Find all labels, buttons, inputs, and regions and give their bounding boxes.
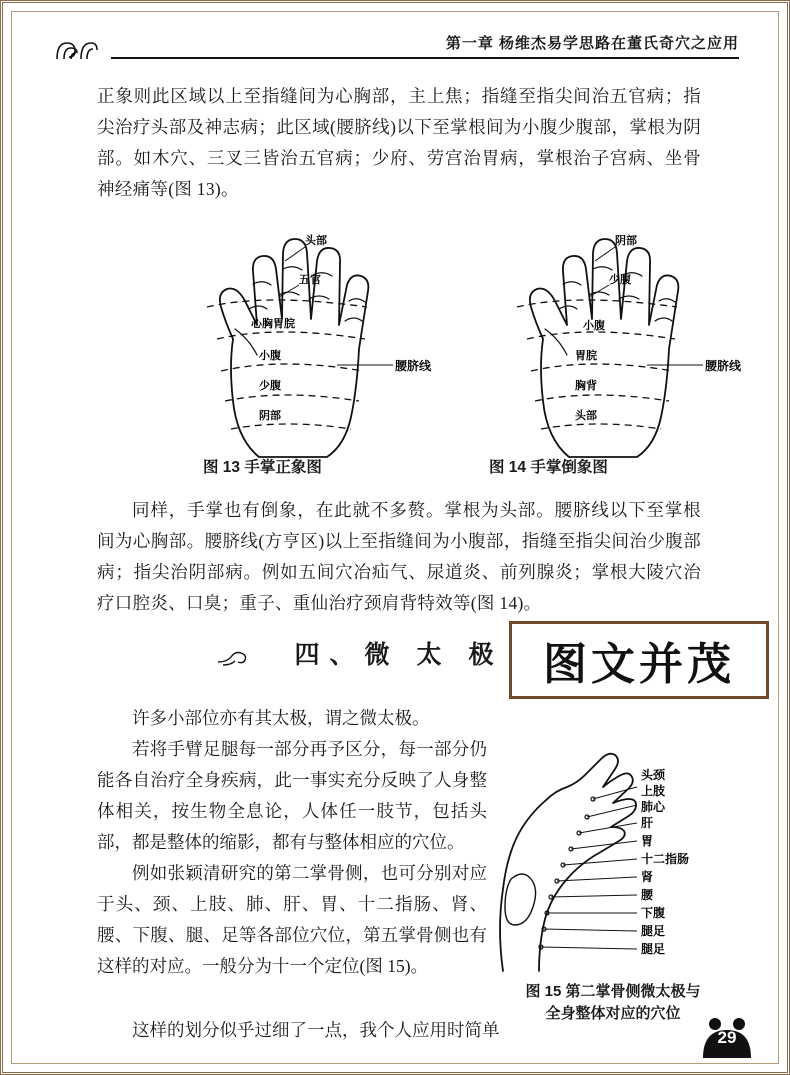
figure-15-label-8: 下腹	[641, 906, 666, 920]
figure-15-label-4: 胃	[641, 834, 654, 848]
figure-15-label-3: 肝	[641, 816, 654, 830]
figure-15-hand-diagram	[489, 729, 729, 979]
paragraph-block-top	[97, 81, 701, 205]
paragraph-block-2	[97, 495, 701, 619]
figure-14-label-3: 胃脘	[575, 350, 597, 362]
figure-13-label-0: 头部	[305, 235, 327, 247]
figure-13-label-5: 阴部	[259, 410, 281, 422]
paragraph-4: 若将手臂足腿每一部分再予区分，每一部分仍能各自治疗全身疾病，此一事实充分反映了人身整体相关，按生物全息论，人体任一肢节，包括头部，都是整体的缩影，都有与整体相应的穴位。	[97, 739, 487, 852]
figure-15-label-0: 头颈	[641, 768, 666, 782]
figure-14-caption: 图 14 手掌倒象图	[489, 459, 608, 476]
figure-14-label-4: 胸背	[575, 380, 597, 392]
figure-15-label-9: 腿足	[641, 924, 666, 938]
spiral-logo-icon	[51, 31, 99, 65]
figure-13-label-1: 五官	[299, 274, 321, 286]
figure-13-label-3: 小腹	[259, 350, 281, 362]
figure-13-handprint	[187, 189, 477, 479]
figure-13-label-4: 少腹	[259, 380, 281, 392]
section-title: 四、微 太 极	[294, 641, 504, 669]
chapter-title: 第一章 杨维杰易学思路在董氏奇穴之应用	[445, 35, 739, 52]
figure-13-label-6: 腰脐线	[395, 359, 432, 373]
paragraph-6: 这样的划分似乎过细了一点，我个人应用时简单	[132, 1020, 500, 1040]
flourish-icon	[217, 649, 253, 667]
figure-15-label-2: 肺心	[641, 800, 666, 814]
paragraph-block-last	[97, 1015, 701, 1046]
figure-14-label-5: 头部	[575, 410, 597, 422]
page-header	[51, 25, 739, 65]
figure-15-caption-line1: 图 15 第二掌骨侧微太极与	[525, 983, 701, 1000]
paragraph-3: 许多小部位亦有其太极，谓之微太极。	[132, 708, 430, 728]
figure-15-label-7: 腰	[641, 888, 654, 902]
paragraph-1: 正象则此区域以上至指缝间为心胸部，主上焦；指缝至指尖间治五官病；指尖治疗头部及神志病；此区域(腰脐线)以下至掌根间为小腹少腹部，掌根为阴部。如木穴、三叉三皆治五官病；少府、劳宫治胃病，掌根治子宫病、坐骨神经痛等(图 13)。	[97, 86, 701, 199]
page-number: 29	[717, 1028, 737, 1047]
figure-15-label-5: 十二指肠	[641, 852, 690, 866]
page-number-badge	[701, 1016, 753, 1058]
header-divider	[111, 57, 739, 59]
figure-14-label-2: 小腹	[583, 320, 605, 332]
figure-14-label-6: 腰脐线	[705, 359, 742, 373]
paragraph-block-lower	[97, 703, 487, 982]
figure-14-label-0: 阴部	[615, 235, 637, 247]
figure-15-label-6: 肾	[641, 870, 654, 884]
figure-15-label-1: 上肢	[641, 784, 666, 798]
paragraph-5: 例如张颖清研究的第二掌骨侧，也可分别对应于头、颈、上肢、肺、肝、胃、十二指肠、肾、腰、下腹、腿、足等各部位穴位，第五掌骨侧也有这样的对应。一般分为十一个定位(图 15)。	[97, 863, 487, 976]
figure-13-label-2: 心胸胃脘	[251, 318, 295, 330]
figure-14-handprint	[497, 189, 787, 479]
promo-stamp-text: 图文并茂	[543, 640, 735, 689]
figure-14-label-1: 少腹	[609, 274, 631, 286]
paragraph-2: 同样，手掌也有倒象，在此就不多赘。掌根为头部。腰脐线以下至掌根间为心胸部。腰脐线(方亨区)以上至指缝间为小腹部，指缝至指尖间治少腹部病；指尖治阴部病。例如五间穴冶疝气、尿道炎、前列腺炎；掌根大陵穴治疗口腔炎、口臭；重子、重仙治疗颈肩背特效等(图 14)。	[97, 500, 701, 613]
figure-15-label-10: 腿足	[641, 942, 666, 956]
figure-13-caption: 图 13 手掌正象图	[203, 459, 322, 476]
promo-stamp	[509, 621, 769, 699]
figure-row	[97, 189, 742, 479]
figure-15-caption-line2: 全身整体对应的穴位	[545, 1005, 681, 1022]
